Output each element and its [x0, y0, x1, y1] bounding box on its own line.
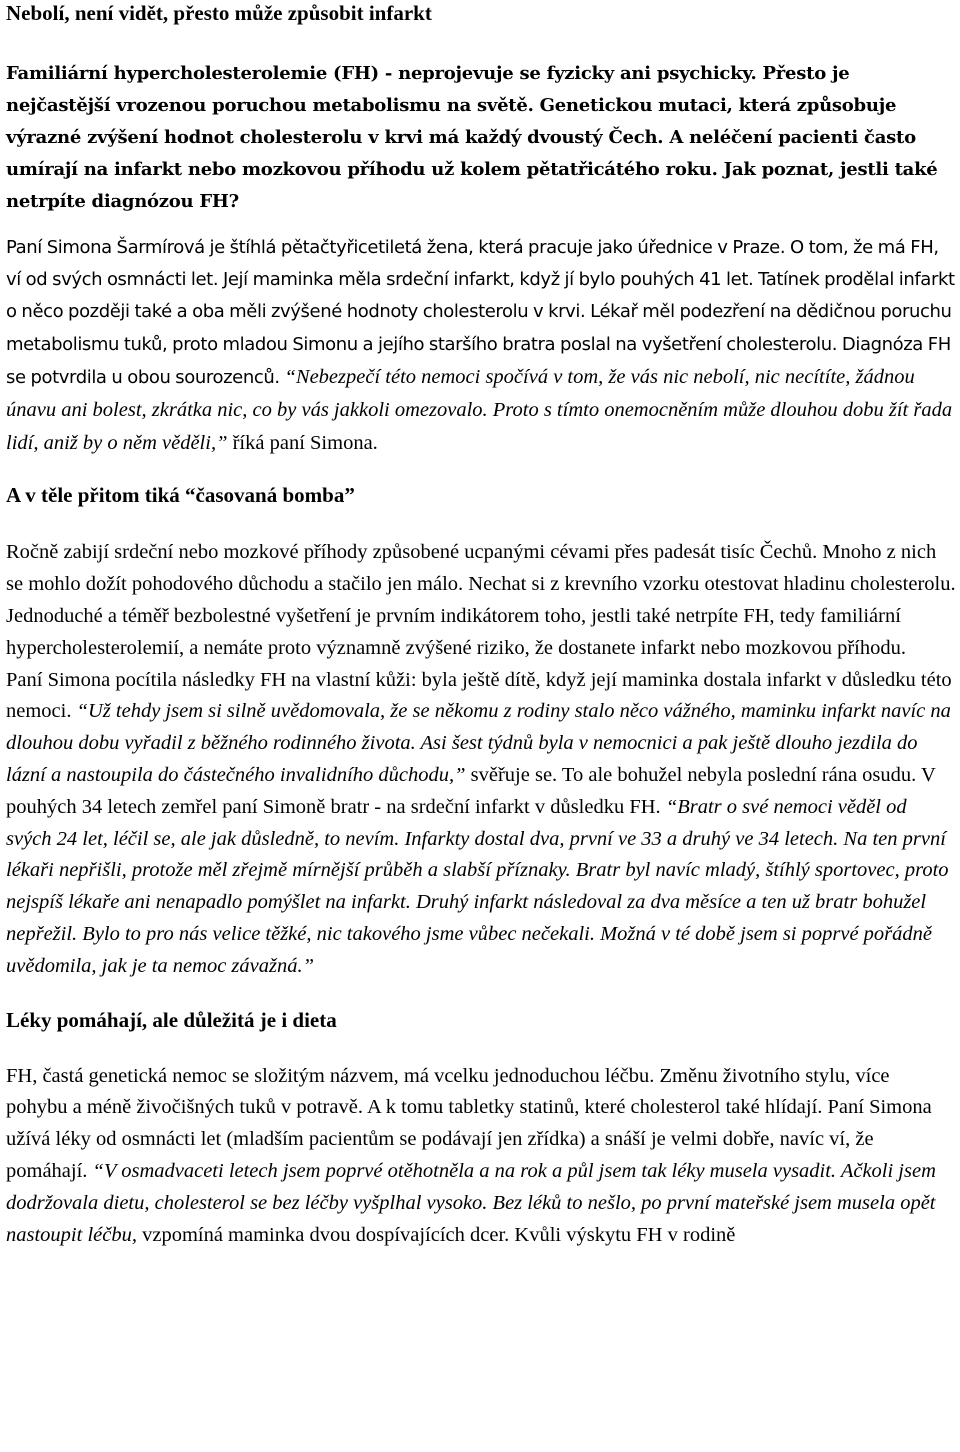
paragraph-text: Paní Simona pocítila následky FH na vlastní kůži: byla ještě dítě, když její maminka dostala infarkt v důsledku této nemoci.: [6, 668, 952, 723]
article-lead: [6, 58, 956, 218]
paragraph-text: Ročně zabijí srdeční nebo mozkové příhody způsobené ucpanými cévami přes padesát tisíc Čechů. Mnoho z nich se mohlo dožít pohodového důchodu a stačilo jen málo. Nechat si z krevního vzorku otestovat hladinu cholesterolu. Jednoduché a téměř bezbolestné vyšetření je prvním indikátorem toho, jestli také netrpíte FH, tedy familiární hypercholesterolemií, a nemáte proto významně zvýšené riziko, že dostanete infarkt nebo mozkovou příhodu.: [6, 541, 956, 659]
paragraph-text: říká paní Simona.: [227, 432, 378, 455]
paragraph-text: FH, častá genetická nemoc se složitým názvem, má vcelku jednoduchou léčbu. Změnu životního stylu, více pohybu a méně živočišných tuků v potravě. A k tomu tabletky statinů, které cholesterol také hlídají. Paní Simona užívá léky od osmnácti let (mladším pacientům se podávají jen zřídka) a snáší je velmi dobře, navíc ví, že pomáhají.: [6, 1064, 932, 1182]
quote-brother: “Bratr o své nemoci věděl od svých 24 let, léčil se, ale jak důsledně, to nevím. Infarkty dostal dva, první ve 33 a druhý ve 34 letech. Na ten první lékaři nepřišli, protože měl zřejmě mírnější průběh a slabší příznaky. Bratr byl navíc mladý, štíhlý sportovec, proto nejspíš lékaře ani nenapadlo pomýšlet na infarkt. Druhý infarkt následoval za dva měsíce a ten už bratr bohužel nepřežil. Bylo to pro nás velice těžké, nic takového jsme vůbec nečekali. Možná v té době jsem si poprvé pořádně uvědomila, jak je ta nemoc závažná.”: [6, 795, 949, 977]
section-heading-medication: Léky pomáhají, ale důležitá je i dieta: [6, 1007, 337, 1032]
lead-sentence-2: Genetickou mutaci, která způsobuje výrazné zvýšení hodnot cholesterolu v krvi má každý dvoustý Čech. A neléčení pacienti často umírají na infarkt nebo mozkovou příhodu už kolem pětatřicátého roku.: [6, 95, 916, 180]
paragraph-time-bomb: [6, 537, 956, 982]
quote-mother: “Už tehdy jsem si silně uvědomovala, že se někomu z rodiny stalo něco vážného, maminku infarkt navíc na dlouhou dobu vyřadil z běžného rodinného života. Asi šest týdnů byla v nemocnici a pak ještě dlouho jezdila do lázní a nastoupila do částečného invalidního důchodu,”: [6, 700, 951, 786]
article-title: Nebolí, není vidět, přesto může způsobit infarkt: [6, 1, 432, 25]
paragraph-text: vzpomíná maminka dvou dospívajících dcer. Kvůli výskytu FH v rodině: [136, 1223, 736, 1246]
paragraph-text: svěřuje se. To ale bohužel nebyla poslední rána osudu. V pouhých 34 letech zemřel paní Simoně bratr - na srdeční infarkt v důsledku FH.: [6, 764, 936, 818]
quote-pregnancy: “V osmadvaceti letech jsem poprvé otěhotněla a na rok a půl jsem tak léky musela vysadit. Ačkoli jsem dodržovala dietu, cholesterol se bez léčby vyšplhal vysoko. Bez léků to nešlo, po první mateřské jsem musela opět nastoupit léčbu,: [6, 1159, 936, 1246]
lead-sentence-1: Familiární hypercholesterolemie (FH) - neprojevuje se fyzicky ani psychicky. Přesto je nejčastější vrozenou poruchou metabolismu na světě.: [6, 63, 850, 116]
quote-simona: “Nebezpečí této nemoci spočívá v tom, že vás nic nebolí, nic necítíte, žádnou únavu ani bolest, zkrátka nic, co by vás jakkoli omezovalo. Proto s tímto onemocněním může dlouhou dobu žít řada lidí, aniž by o něm věděli,”: [6, 365, 953, 455]
article: [6, 0, 956, 1251]
section-heading-time-bomb: A v těle přitom tiká “časovaná bomba”: [6, 483, 355, 508]
paragraph-text: Paní Simona Šarmírová je štíhlá pětačtyřicetiletá žena, která pracuje jako úřednice v Praze. O tom, že má FH, ví od svých osmnácti let. Její maminka měla srdeční infarkt, když jí bylo pouhých 41 let. Tatínek prodělal infarkt o něco později také a oba měli zvýšené hodnoty cholesterolu v krvi. Lékař měl podezření na dědičnou poruchu metabolismu tuků, proto mladou Simonu a jejího staršího bratra poslal na vyšetření cholesterolu. Diagnóza FH se potvrdila u obou sourozenců.: [6, 237, 955, 388]
paragraph-medication: [6, 1061, 956, 1252]
lead-question: Jak poznat, jestli také netrpíte diagnózou FH?: [6, 159, 938, 212]
paragraph-story: [6, 232, 956, 460]
